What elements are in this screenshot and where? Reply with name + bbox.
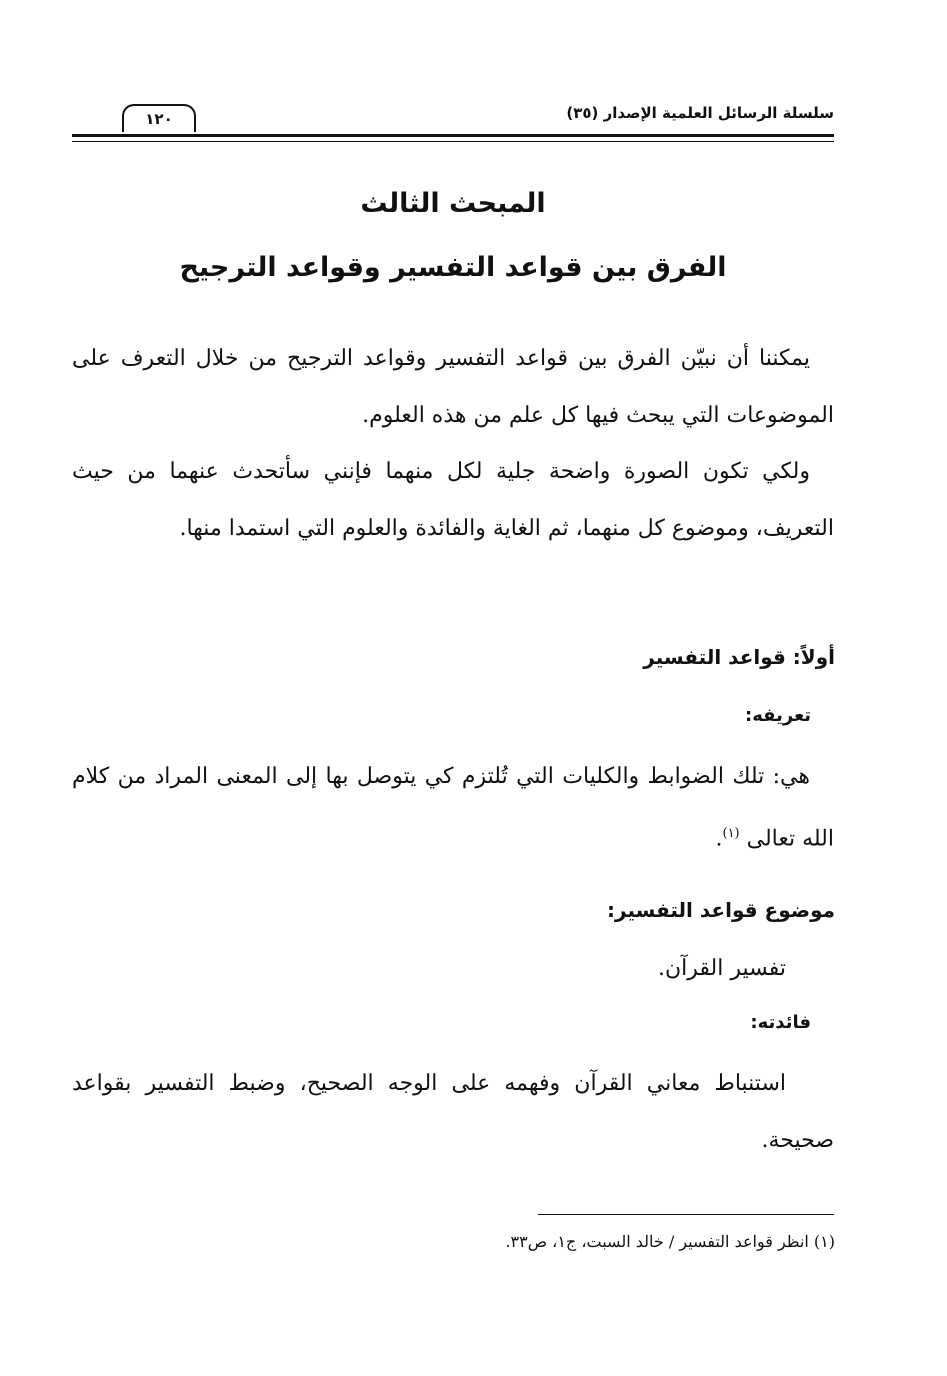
page-number: ١٢٠	[122, 104, 196, 132]
definition-end: .	[715, 826, 723, 852]
header-rule-thin	[72, 141, 834, 142]
intro-paragraph-2: ولكي تكون الصورة واضحة جلية لكل منهما فإنني سأتحدث عنهما من حيث التعريف، وموضوع كل منهما، ثم الغاية والفائدة والعلوم التي استمدا منها.	[72, 459, 834, 541]
section-title: المبحث الثالث	[360, 188, 546, 219]
footnote-reference[interactable]: (١)	[722, 826, 740, 841]
definition-text: هي: تلك الضوابط والكليات التي تُلتزم كي يتوصل بها إلى المعنى المراد من كلام الله تعالى	[72, 764, 834, 852]
benefit-paragraph: استنباط معاني القرآن وفهمه على الوجه الصحيح، وضبط التفسير بقواعد صحيحة.	[72, 1071, 834, 1153]
subject-paragraph: تفسير القرآن.	[658, 956, 786, 981]
first-heading: أولاً: قواعد التفسير	[643, 645, 835, 669]
footnote-separator	[538, 1214, 834, 1215]
definition-paragraph	[72, 748, 834, 867]
subject-heading: موضوع قواعد التفسير:	[607, 898, 835, 922]
footnote-1: (١) انظر قواعد التفسير / خالد السبت، ج١، ص٣٣.	[505, 1232, 835, 1251]
definition-label: تعريفه:	[745, 705, 811, 726]
header-rule-thick	[72, 134, 834, 137]
benefit-label: فائدته:	[750, 1012, 811, 1033]
series-title: سلسلة الرسائل العلمية الإصدار (٣٥)	[566, 104, 834, 122]
intro-paragraph-1: يمكننا أن نبيّن الفرق بين قواعد التفسير وقواعد الترجيح من خلال التعرف على الموضوعات التي يبحث فيها كل علم من هذه العلوم.	[72, 346, 834, 428]
page-header	[72, 96, 834, 152]
subject-title: الفرق بين قواعد التفسير وقواعد الترجيح	[179, 252, 727, 283]
